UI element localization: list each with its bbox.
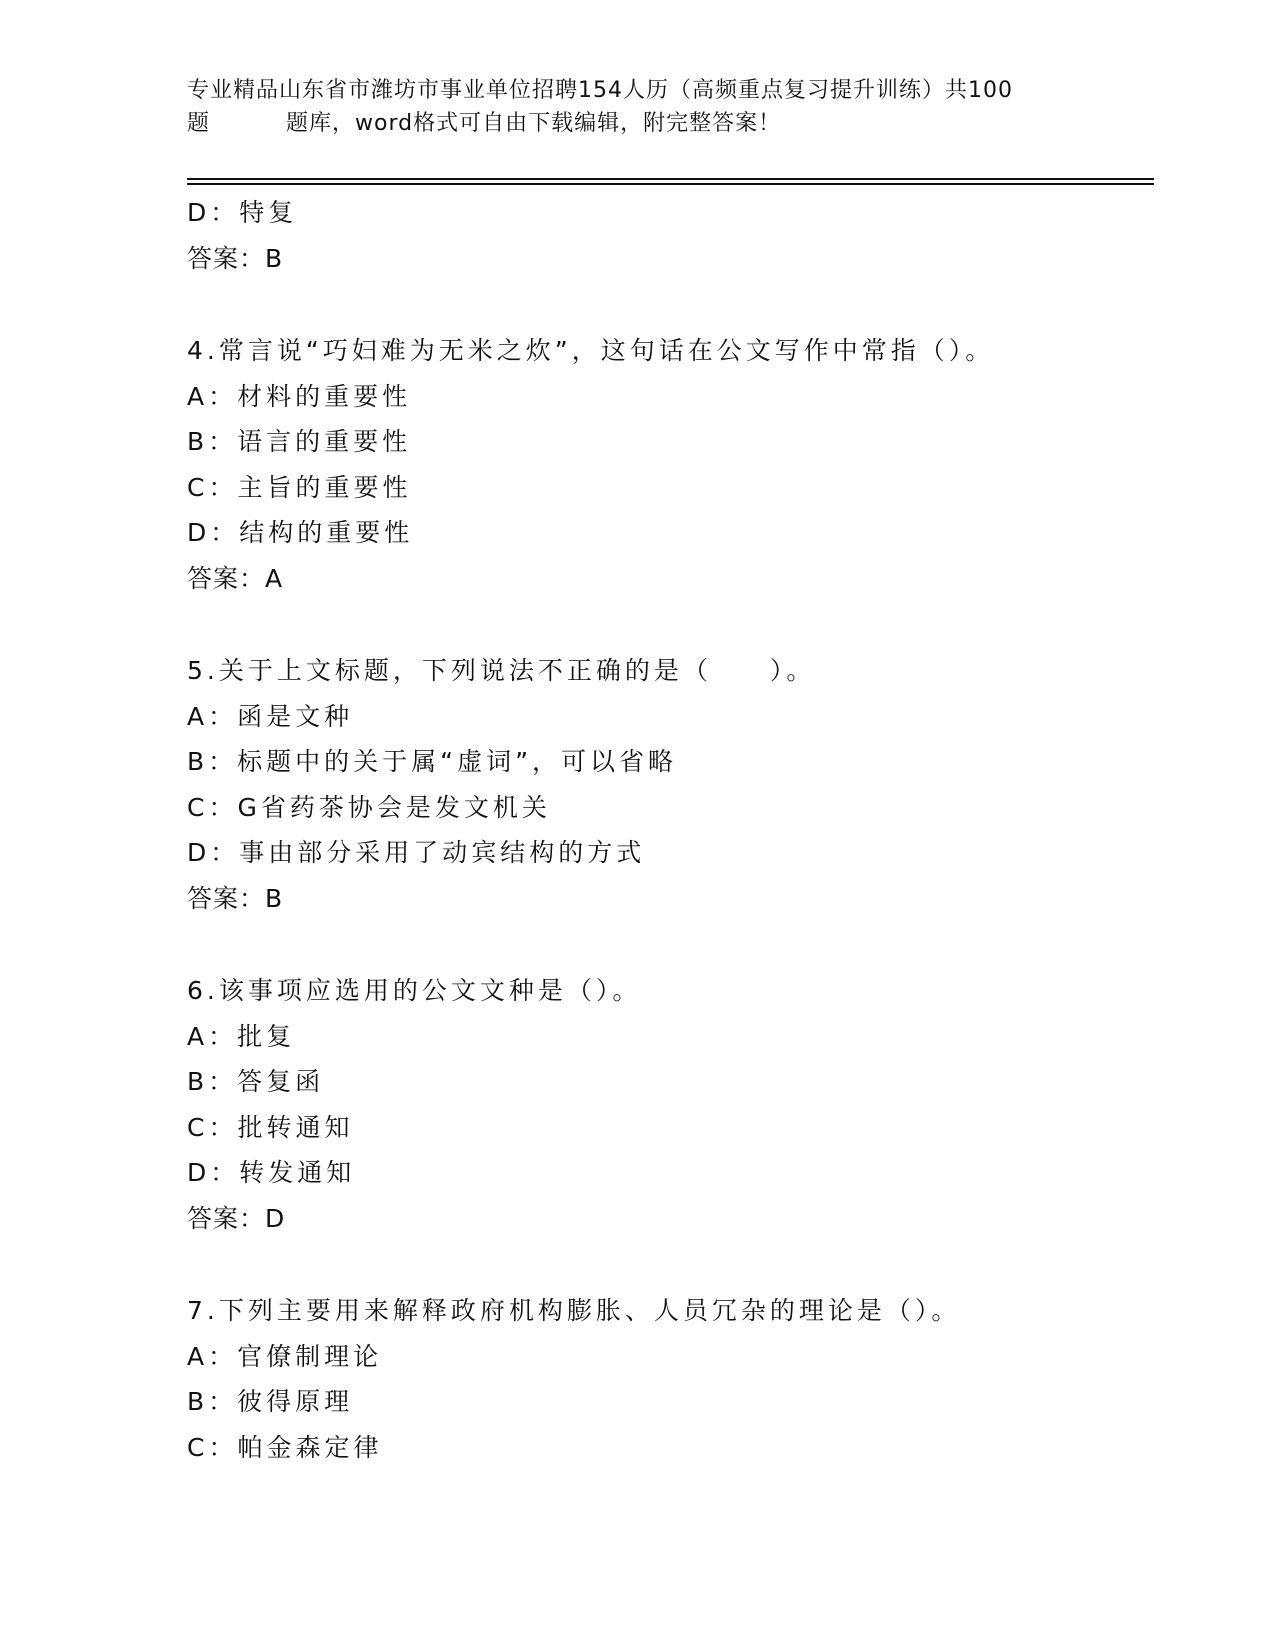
option-b: B：彼得原理 (187, 1387, 354, 1416)
document-header (187, 74, 1087, 140)
option-a: A：批复 (187, 1021, 296, 1051)
option-a: A：官僚制理论 (187, 1341, 383, 1371)
option-b: B：语言的重要性 (187, 427, 412, 456)
option-a: A：材料的重要性 (187, 381, 412, 411)
question-4 (187, 328, 1147, 601)
option-c: C：主旨的重要性 (187, 472, 412, 502)
header-rule-bottom (187, 183, 1154, 185)
option-c: C：批转通知 (187, 1112, 354, 1142)
header-title-line-1: 专业精品山东省市潍坊市事业单位招聘154人历（高频重点复习提升训练）共100 (187, 78, 1013, 103)
question-5 (187, 648, 1147, 921)
header-title-line-2-start: 题 (187, 111, 211, 136)
header-rule-top (187, 178, 1154, 180)
question-6 (187, 968, 1147, 1241)
header-title-line-2-rest: 题库，word格式可自由下载编辑，附完整答案！ (286, 111, 782, 136)
question-stem: 6.该事项应选用的公文文种是（）。 (187, 976, 642, 1005)
question-stem: 4.常言说“巧妇难为无米之炊”，这句话在公文写作中常指（）。 (187, 336, 995, 365)
answer: 答案：D (187, 1203, 286, 1233)
option-a: A：函是文种 (187, 701, 354, 731)
question-stem: 7.下列主要用来解释政府机构膨胀、人员冗杂的理论是（）。 (187, 1296, 961, 1325)
answer: 答案：A (187, 563, 284, 593)
option-d: D：转发通知 (187, 1158, 356, 1187)
option-d: D：结构的重要性 (187, 518, 414, 547)
question-list (187, 190, 1147, 1470)
answer: 答案：B (187, 243, 284, 273)
header-title-line-2 (187, 107, 1087, 140)
option-d: D：事由部分采用了动宾结构的方式 (187, 838, 646, 867)
option-b: B：标题中的关于属“虚词”，可以省略 (187, 747, 678, 776)
option-d: D：特复 (187, 198, 298, 227)
question-7 (187, 1288, 1147, 1470)
option-b: B：答复函 (187, 1067, 325, 1096)
answer: 答案：B (187, 883, 284, 913)
option-c: C：帕金森定律 (187, 1432, 383, 1462)
question-stem: 5.关于上文标题，下列说法不正确的是（ ）。 (187, 656, 816, 685)
option-c: C：G省药茶协会是发文机关 (187, 792, 551, 822)
